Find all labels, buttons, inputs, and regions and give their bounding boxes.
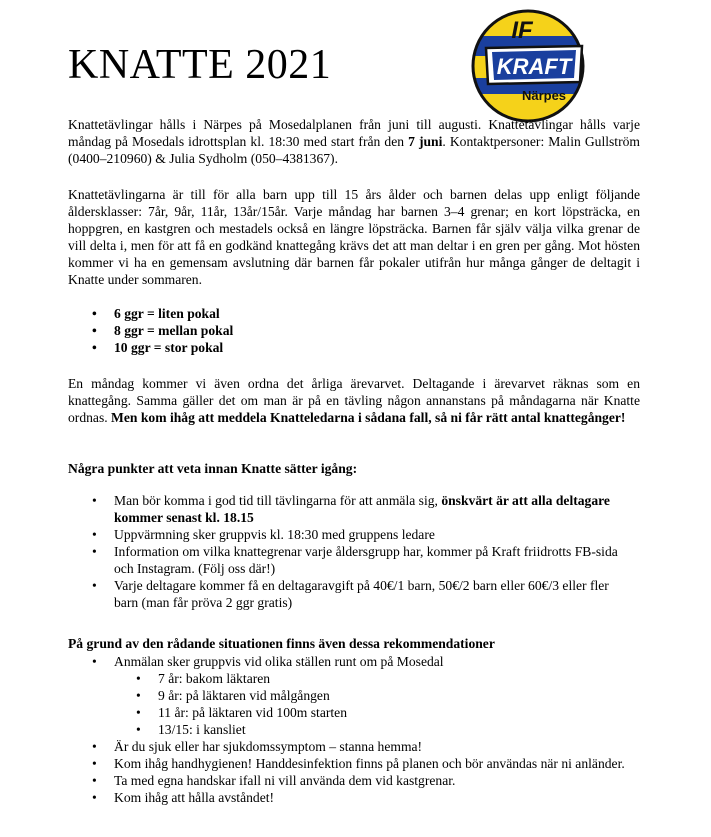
list-item: • Ta med egna handskar ifall ni vill använda dem vid kastgrenar.: [88, 772, 628, 789]
intro-paragraph: [68, 116, 640, 167]
point-text: Varje deltagare kommer få en deltagaravgift på 40€/1 barn, 50€/2 barn eller 60€/3 eller fler barn (man får pröva 2 ggr gratis): [114, 578, 609, 610]
logo-narpes-text: Närpes: [521, 88, 567, 103]
list-item: • 13/15: i kansliet: [132, 721, 347, 738]
points-list: [88, 492, 628, 611]
list-item: [88, 492, 628, 526]
list-item: [88, 526, 628, 543]
list-item: • 9 år: på läktaren vid målgången: [132, 687, 347, 704]
if-kraft-narpes-logo: [452, 8, 604, 124]
point-bold: önskvärt är att alla deltagare kommer senast kl. 18.15: [114, 493, 610, 525]
points-heading: Några punkter att veta innan Knatte sätter igång:: [68, 461, 358, 476]
list-item: • Är du sjuk eller har sjukdomssymptom – stanna hemma!: [88, 738, 628, 755]
recs-list: [88, 653, 636, 670]
list-item: • 7 år: bakom läktaren: [132, 670, 347, 687]
list-item: • Anmälan sker gruppvis vid olika ställen runt om på Mosedal: [88, 653, 636, 670]
prize-list: [88, 305, 233, 356]
page-title: KNATTE 2021: [68, 42, 332, 88]
arevarv-text: En måndag kommer vi även ordna det årliga ärevarvet. Deltagande i ärevarvet räknas som en knattegång. Samma gäller det om man är på en tävling någon annanstans på måndagarna när Knatte ordnas.: [68, 376, 640, 425]
recs-sub-list: [88, 670, 347, 738]
about-paragraph: Knattetävlingarna är till för alla barn upp till 15 års ålder och barnen delas upp enligt följande åldersklasser: 7år, 9år, 11år, 13år/15år. Varje måndag har barnen 3–4 grenar; en kort löpsträcka, en hoppgren, en kastgren och mestadels också en längre löpsträcka. Barnen får själv välja vilka grenar de vill delta i, men för att få en godkänd knattegång krävs det att man deltar i en gren per gång. Mot hösten kommer vi ha en gemensam avslutning där barnen får pokaler utifrån hur många gånger de deltagit i Knatte under sommaren.: [68, 187, 640, 287]
point-text: Man bör komma i god tid till tävlingarna för att anmäla sig,: [114, 493, 442, 508]
point-text: Uppvärmning sker gruppvis kl. 18:30 med gruppens ledare: [114, 527, 435, 542]
intro-text: Knattetävlingar hålls i Närpes på Mosedalplanen från juni till augusti. Knattetävlingar hålls varje måndag på Mosedals idrottsplan kl. 18:30 med start från den: [68, 117, 640, 149]
recs-list-rest: [88, 738, 628, 806]
prize-item: • 8 ggr = mellan pokal: [88, 322, 233, 339]
arevarv-paragraph: [68, 375, 640, 426]
list-item: • 11 år: på läktaren vid 100m starten: [132, 704, 347, 721]
contacts-text: . Kontaktpersoner: Malin Gullström (0400–210960) & Julia Sydholm (050–4381367).: [68, 134, 640, 166]
logo-kraft-text: KRAFT: [496, 54, 572, 79]
list-item: • Kom ihåg handhygienen! Handdesinfektion finns på planen och bör användas när ni anländer.: [88, 755, 628, 772]
prize-item: • 10 ggr = stor pokal: [88, 339, 233, 356]
recs-heading: På grund av den rådande situationen finns även dessa rekommendationer: [68, 636, 495, 651]
list-item: [88, 577, 628, 611]
start-date: 7 juni: [408, 134, 443, 149]
prize-item: • 6 ggr = liten pokal: [88, 305, 233, 322]
list-item: [88, 543, 628, 577]
point-text: Information om vilka knattegrenar varje åldersgrupp har, kommer på Kraft friidrotts FB-sida och Instagram. (Följ oss där!): [114, 544, 618, 576]
list-item: • Kom ihåg att hålla avståndet!: [88, 789, 628, 806]
arevarv-note: Men kom ihåg att meddela Knatteledarna i sådana fall, så ni får rätt antal knattegånger!: [111, 410, 626, 425]
logo-if-text: IF: [511, 17, 533, 44]
